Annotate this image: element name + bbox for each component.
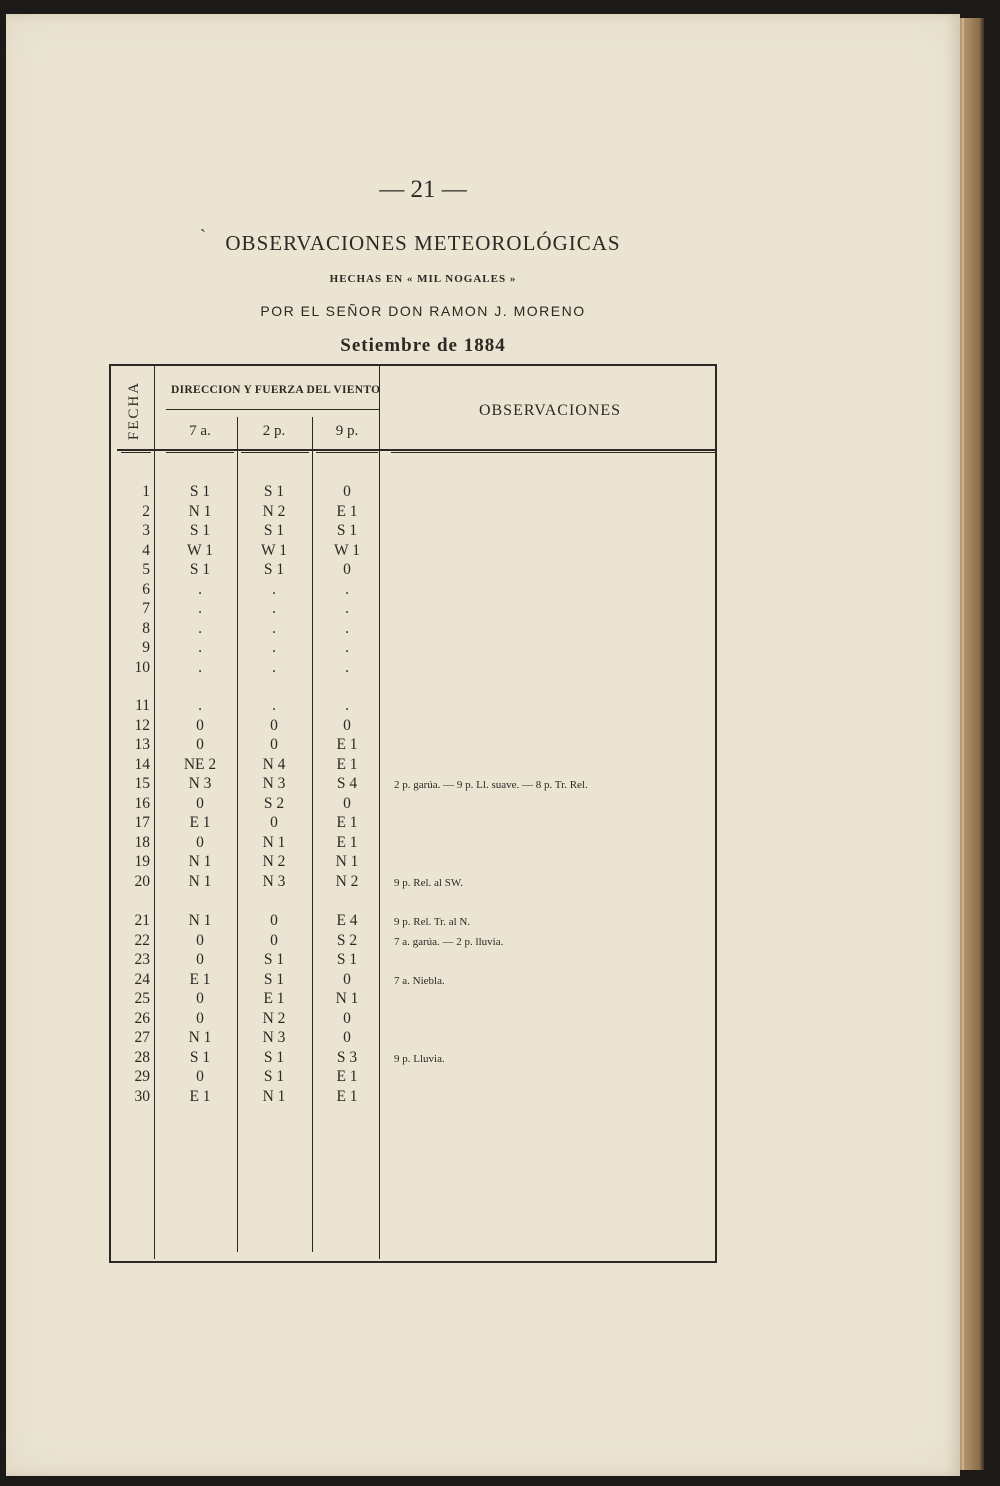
wind-9p-cell: E 1 (336, 736, 358, 753)
wind-2p-cell: 0 (270, 931, 278, 949)
wind-7a-cell: E 1 (189, 970, 211, 988)
wind-7a-cell: S 1 (189, 561, 211, 578)
wind-7a-cell: 0 (196, 1009, 204, 1027)
fecha-cell: 18 (134, 833, 150, 851)
fecha-cell: 8 (142, 619, 150, 637)
wind-9p-cell: E 1 (336, 833, 358, 851)
wind-9p-cell: 0 (343, 483, 351, 500)
fecha-cell: 13 (134, 736, 150, 753)
wind-2p-cell: . (272, 619, 276, 637)
wind-2p-cell: . (272, 658, 276, 676)
fecha-underline (121, 452, 151, 453)
wind-2p-cell: 0 (270, 912, 278, 929)
wind-9p-cell: N 1 (335, 990, 359, 1007)
wind-9p-cell: . (345, 658, 349, 676)
wind-7a-cell: N 1 (188, 872, 212, 890)
fecha-cell: 2 (142, 502, 150, 520)
wind-2p-cell: S 2 (263, 794, 285, 812)
wind-9p-cell: S 4 (336, 775, 358, 792)
wind-9p-cell: 0 (343, 1029, 351, 1046)
wind-7a-cell: S 1 (189, 483, 211, 500)
wind-9p-cell: E 1 (336, 1068, 358, 1085)
wind-2p-cell: 0 (270, 814, 278, 831)
wind-2p-cell: S 1 (263, 483, 285, 500)
obs-underline (391, 452, 715, 453)
wind-2p-cell: S 1 (263, 1048, 285, 1066)
observation-note: 9 p. Rel. al SW. (394, 876, 463, 889)
observation-note: 9 p. Lluvia. (394, 1052, 445, 1065)
wind-7a-cell: . (198, 600, 202, 617)
wind-7a-cell: 0 (196, 833, 204, 851)
wind-7a-cell: NE 2 (183, 755, 217, 773)
fecha-cell: 21 (134, 912, 150, 929)
wind-7a-cell: 0 (196, 931, 204, 949)
hour-9p-header: 9 p. (335, 423, 359, 439)
wind-col1-separator (237, 417, 238, 1252)
wind-7a-cell: W 1 (187, 541, 213, 559)
fecha-cell: 19 (134, 853, 150, 870)
fecha-cell: 23 (134, 951, 150, 968)
fecha-cell: 16 (134, 794, 150, 812)
wind-2p-cell: S 1 (263, 951, 285, 968)
wind-9p-cell: S 1 (336, 522, 358, 539)
fecha-cell: 9 (142, 639, 150, 656)
wind-9p-cell: S 1 (336, 951, 358, 968)
wind-2p-cell: S 1 (263, 522, 285, 539)
wind-9p-cell: S 2 (336, 931, 358, 949)
wind-7a-cell: S 1 (189, 522, 211, 539)
wind-2p-cell: W 1 (261, 541, 287, 559)
wind-col2-separator (312, 417, 313, 1252)
wind-7a-cell: 0 (196, 951, 204, 968)
wind-9p-cell: . (345, 619, 349, 637)
header-rule (117, 449, 717, 451)
page-subtitle: HECHAS EN « MIL NOGALES » (329, 273, 517, 285)
observation-note: 9 p. Rel. Tr. al N. (394, 916, 471, 928)
wind-7a-cell: N 1 (188, 853, 212, 870)
wind-7a-cell: . (198, 658, 202, 676)
wind-9p-cell: N 2 (335, 872, 359, 890)
fecha-cell: 30 (134, 1087, 150, 1105)
wind-7a-cell: N 3 (188, 775, 212, 792)
observations-header: OBSERVACIONES (478, 402, 622, 419)
fecha-cell: 29 (134, 1068, 150, 1085)
fecha-cell: 7 (142, 600, 150, 617)
wind-9p-cell: 0 (343, 716, 351, 734)
wind-9p-cell: W 1 (334, 541, 360, 559)
fecha-cell: 22 (134, 931, 150, 949)
fecha-cell: 27 (134, 1029, 150, 1046)
wind-2p-cell: N 2 (262, 853, 286, 870)
wind-9p-cell: 0 (343, 561, 351, 578)
wind-2p-cell: N 1 (262, 833, 286, 851)
fecha-cell: 6 (142, 580, 150, 598)
page-title: OBSERVACIONES METEOROLÓGICAS (225, 231, 621, 255)
wind-9p-cell: . (345, 639, 349, 656)
fecha-separator (154, 366, 155, 1259)
wind-header-rule (166, 409, 380, 410)
fecha-cell: 17 (134, 814, 150, 831)
wind-2p-cell: S 1 (263, 1068, 285, 1085)
wind-2p-cell: N 1 (262, 1087, 286, 1105)
fecha-cell: 15 (134, 775, 150, 792)
col2-underline (241, 452, 309, 453)
wind-7a-cell: 0 (196, 990, 204, 1007)
fecha-cell: 14 (134, 755, 150, 773)
fecha-cell: 1 (142, 483, 150, 500)
wind-7a-cell: . (198, 697, 202, 714)
wind-2p-cell: N 2 (262, 502, 286, 520)
wind-9p-cell: . (345, 697, 349, 714)
wind-2p-cell: N 3 (262, 1029, 286, 1046)
title-mark: ` (200, 226, 206, 246)
fecha-cell: 24 (134, 970, 150, 988)
hour-2p-header: 2 p. (262, 423, 286, 439)
wind-9p-cell: 0 (343, 970, 351, 988)
wind-2p-cell: N 2 (262, 1009, 286, 1027)
wind-9p-cell: . (345, 580, 349, 598)
wind-2p-cell: N 3 (262, 775, 286, 792)
wind-9p-cell: E 1 (336, 1087, 358, 1105)
wind-2p-cell: . (272, 639, 276, 656)
wind-direction-header: DIRECCION Y FUERZA DEL VIENTO (171, 384, 381, 396)
fecha-cell: 3 (142, 522, 150, 539)
wind-2p-cell: . (272, 600, 276, 617)
wind-2p-cell: S 1 (263, 561, 285, 578)
observation-note: 7 a. garúa. — 2 p. lluvia. (394, 935, 504, 948)
wind-9p-cell: E 1 (336, 502, 358, 520)
wind-9p-cell: 0 (343, 1009, 351, 1027)
wind-9p-cell: N 1 (335, 853, 359, 870)
wind-7a-cell: . (198, 580, 202, 598)
wind-7a-cell: 0 (196, 794, 204, 812)
hour-7a-header: 7 a. (189, 423, 211, 439)
wind-7a-cell: N 1 (188, 912, 212, 929)
page-number: — 21 — (379, 176, 467, 203)
fecha-cell: 26 (134, 1009, 150, 1027)
col3-underline (316, 452, 378, 453)
fecha-cell: 28 (134, 1048, 150, 1066)
book-spine (960, 18, 984, 1470)
fecha-cell: 5 (142, 561, 150, 578)
wind-7a-cell: E 1 (189, 1087, 211, 1105)
wind-2p-cell: N 4 (262, 755, 286, 773)
fecha-cell: 10 (134, 658, 150, 676)
fecha-header-label: FECHA (126, 380, 143, 440)
wind-7a-cell: . (198, 639, 202, 656)
wind-7a-cell: E 1 (189, 814, 211, 831)
fecha-cell: 25 (134, 990, 150, 1007)
wind-7a-cell: 0 (196, 1068, 204, 1085)
wind-9p-cell: 0 (343, 794, 351, 812)
wind-7a-cell: S 1 (189, 1048, 211, 1066)
fecha-header (116, 379, 154, 441)
wind-2p-cell: . (272, 580, 276, 598)
fecha-cell: 20 (134, 872, 150, 890)
fecha-cell: 11 (135, 697, 150, 714)
wind-9p-cell: . (345, 600, 349, 617)
fecha-cell: 12 (134, 716, 150, 734)
wind-9p-cell: E 1 (336, 814, 358, 831)
wind-7a-cell: . (198, 619, 202, 637)
wind-7a-cell: 0 (196, 736, 204, 753)
observation-note: 2 p. garúa. — 9 p. Ll. suave. — 8 p. Tr. Rel. (394, 779, 588, 791)
wind-2p-cell: . (272, 697, 276, 714)
col1-underline (166, 452, 234, 453)
wind-7a-cell: 0 (196, 716, 204, 734)
wind-9p-cell: S 3 (336, 1048, 358, 1066)
observation-note: 7 a. Niebla. (394, 974, 445, 987)
wind-2p-cell: 0 (270, 716, 278, 734)
wind-7a-cell: N 1 (188, 1029, 212, 1046)
month-heading: Setiembre de 1884 (340, 335, 506, 356)
wind-9p-cell: E 4 (336, 912, 358, 929)
wind-2p-cell: 0 (270, 736, 278, 753)
wind-2p-cell: N 3 (262, 872, 286, 890)
wind-2p-cell: S 1 (263, 970, 285, 988)
wind-7a-cell: N 1 (188, 502, 212, 520)
wind-9p-cell: E 1 (336, 755, 358, 773)
author-line: POR EL SEÑOR DON RAMON J. MORENO (260, 303, 586, 319)
wind-2p-cell: E 1 (263, 990, 285, 1007)
fecha-cell: 4 (142, 541, 150, 559)
